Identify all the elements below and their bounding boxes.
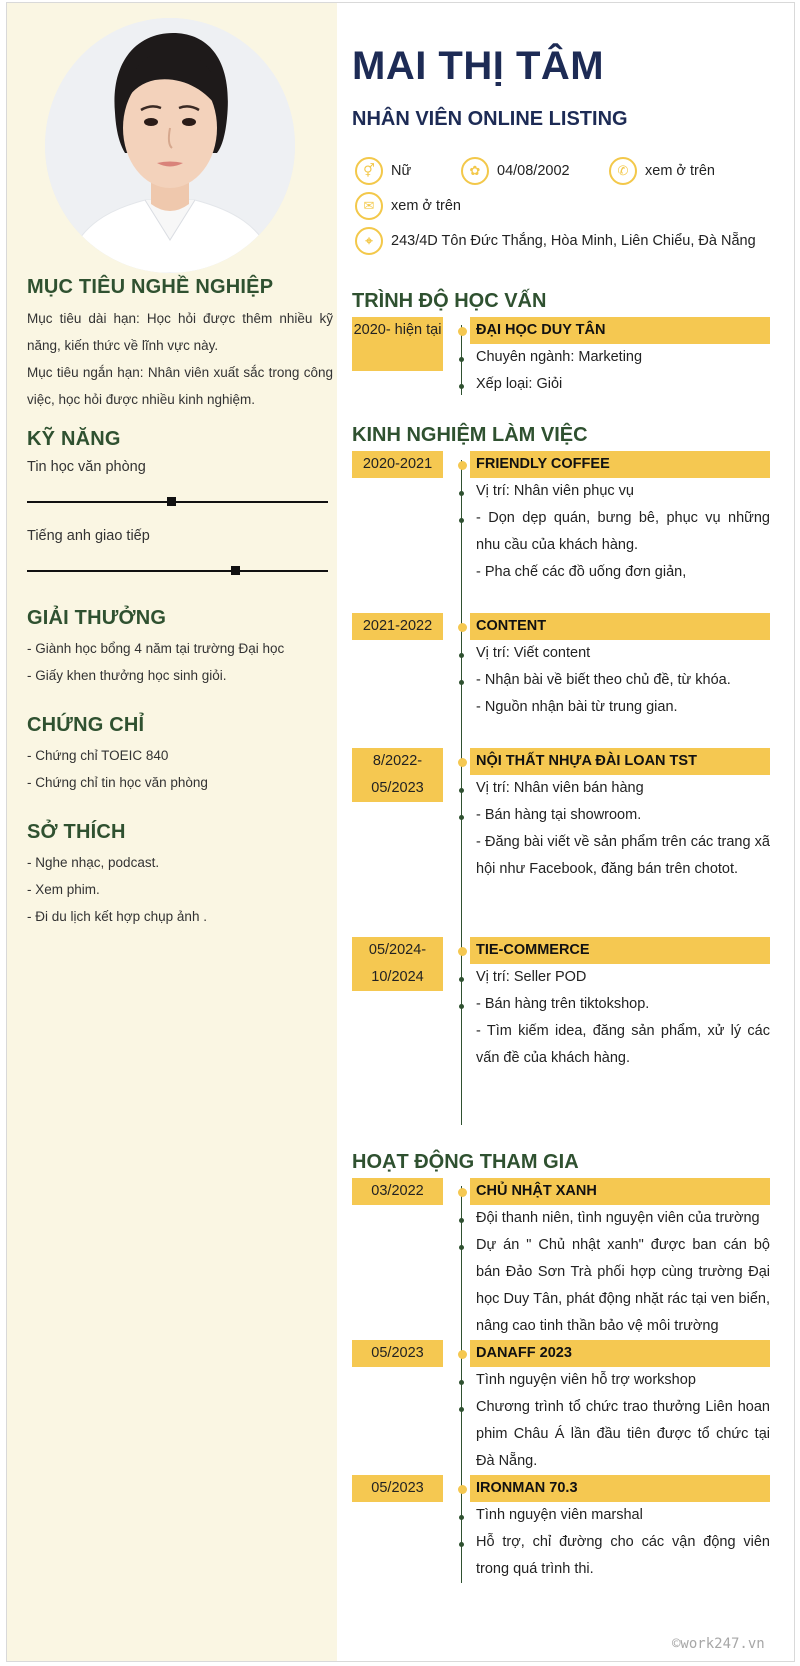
job-company: TIE-COMMERCE <box>470 937 770 964</box>
job-detail: - Bán hàng trên tiktokshop. <box>476 996 650 1012</box>
timeline-dot <box>458 623 467 632</box>
skill-name: Tin học văn phòng <box>27 459 146 475</box>
education-heading: TRÌNH ĐỘ HỌC VẤN <box>352 290 547 312</box>
experience-heading: KINH NGHIỆM LÀM VIỆC <box>352 424 588 446</box>
watermark: ©work247.vn <box>672 1636 765 1652</box>
job-detail: Vị trí: Seller POD <box>476 969 587 985</box>
mail-icon: ✉ <box>355 192 383 220</box>
activity-detail: Dự án " Chủ nhật xanh" được ban cán bộ bán Đảo Sơn Trà phối hợp cùng trường Đại học Duy Tân, phát động nhặt rác tại ven biển, nâng cao tinh thần bảo vệ môi trường <box>476 1237 770 1334</box>
info-phone <box>609 157 715 185</box>
portrait-illustration <box>45 18 295 273</box>
address-value: 243/4D Tôn Đức Thắng, Hòa Minh, Liên Chiểu, Đà Nẵng <box>391 233 756 249</box>
timeline-bullet <box>459 491 464 496</box>
activity-date: 05/2023 <box>352 1475 443 1502</box>
gender-value: Nữ <box>391 163 412 179</box>
objective-long-term: Mục tiêu dài hạn: Học hỏi được thêm nhiều kỹ năng, kiến thức về lĩnh vực này. <box>27 311 333 353</box>
job-title: NHÂN VIÊN ONLINE LISTING <box>352 108 628 130</box>
timeline-dot <box>458 1350 467 1359</box>
job-detail: - Bán hàng tại showroom. <box>476 807 642 823</box>
info-gender <box>355 157 411 185</box>
info-birthday <box>461 157 570 185</box>
timeline-dot <box>458 947 467 956</box>
map-pin-icon: ⌖ <box>355 227 383 255</box>
job-date: 2021-2022 <box>352 613 443 640</box>
timeline-dot <box>458 327 467 336</box>
job-date: 05/2024- 10/2024 <box>352 937 443 991</box>
objective-heading: MỤC TIÊU NGHỀ NGHIỆP <box>27 276 274 298</box>
timeline-bullet <box>459 1004 464 1009</box>
activity-detail: Chương trình tổ chức trao thưởng Liên hoan phim Châu Á lần đầu tiên được tổ chức tại Đà Nẵng. <box>476 1399 770 1469</box>
timeline-bullet <box>459 357 464 362</box>
activity-detail: Tình nguyện viên marshal <box>476 1507 643 1523</box>
skills-heading: KỸ NĂNG <box>27 428 121 450</box>
cake-icon: ✿ <box>461 157 489 185</box>
hobby-item: - Đi du lịch kết hợp chụp ảnh . <box>27 909 207 924</box>
award-item: - Giấy khen thưởng học sinh giỏi. <box>27 668 227 683</box>
skill-level-knob <box>167 497 176 506</box>
activity-detail: Tình nguyện viên hỗ trợ workshop <box>476 1372 696 1388</box>
job-detail: - Dọn dẹp quán, bưng bê, phục vụ những nhu cầu của khách hàng. <box>476 510 770 553</box>
education-date: 2020- hiện tại <box>352 317 443 371</box>
hobby-item: - Nghe nhạc, podcast. <box>27 855 160 870</box>
activity-title: CHỦ NHẬT XANH <box>470 1178 770 1205</box>
certificate-item: - Chứng chỉ TOEIC 840 <box>27 748 169 763</box>
job-company: FRIENDLY COFFEE <box>470 451 770 478</box>
timeline-bullet <box>459 384 464 389</box>
objective-short-term: Mục tiêu ngắn hạn: Nhân viên xuất sắc trong công việc, học hỏi được nhiều kinh nghiệm. <box>27 365 333 407</box>
gender-icon: ⚥ <box>355 157 383 185</box>
job-date: 2020-2021 <box>352 451 443 478</box>
job-detail: - Đăng bài viết về sản phẩm trên các trang xã hội như Facebook, đăng bán trên chotot. <box>476 834 770 877</box>
job-company: NỘI THẤT NHỰA ĐÀI LOAN TST <box>470 748 770 775</box>
awards-heading: GIẢI THƯỞNG <box>27 607 167 629</box>
education-school: ĐẠI HỌC DUY TÂN <box>470 317 770 344</box>
skill-name: Tiếng anh giao tiếp <box>27 528 150 544</box>
info-email <box>355 192 461 220</box>
birthday-value: 04/08/2002 <box>497 163 570 179</box>
job-company: CONTENT <box>470 613 770 640</box>
skill-level-knob <box>231 566 240 575</box>
skill-level-bar <box>27 501 328 503</box>
certificates-heading: CHỨNG CHỈ <box>27 714 145 736</box>
certificate-item: - Chứng chỉ tin học văn phòng <box>27 775 208 790</box>
activity-date: 03/2022 <box>352 1178 443 1205</box>
timeline-bullet <box>459 1407 464 1412</box>
education-major: Chuyên ngành: Marketing <box>476 349 643 365</box>
timeline-bullet <box>459 1515 464 1520</box>
activity-title: DANAFF 2023 <box>470 1340 770 1367</box>
timeline-bullet <box>459 518 464 523</box>
award-item: - Giành học bổng 4 năm tại trường Đại học <box>27 641 285 656</box>
info-address <box>355 227 756 255</box>
timeline-bullet <box>459 815 464 820</box>
education-rank: Xếp loại: Giỏi <box>476 376 563 392</box>
timeline-dot <box>458 758 467 767</box>
activity-detail: Đội thanh niên, tình nguyện viên của trường <box>476 1210 760 1226</box>
profile-photo <box>45 18 295 273</box>
job-detail: Vị trí: Viết content <box>476 645 591 661</box>
timeline-dot <box>458 1485 467 1494</box>
timeline-bullet <box>459 977 464 982</box>
candidate-name: MAI THỊ TÂM <box>352 44 605 88</box>
job-detail: Vị trí: Nhân viên bán hàng <box>476 780 644 796</box>
activity-title: IRONMAN 70.3 <box>470 1475 770 1502</box>
job-detail: - Tìm kiếm idea, đăng sản phẩm, xử lý các vấn đề của khách hàng. <box>476 1023 770 1066</box>
activity-detail: Hỗ trợ, chỉ đường cho các vận động viên trong quá trình thi. <box>476 1534 770 1577</box>
timeline-bullet <box>459 1380 464 1385</box>
job-detail: - Pha chế các đồ uống đơn giản, <box>476 564 687 580</box>
skill-level-bar <box>27 570 328 572</box>
timeline-bullet <box>459 680 464 685</box>
activities-heading: HOẠT ĐỘNG THAM GIA <box>352 1151 579 1173</box>
hobbies-heading: SỞ THÍCH <box>27 821 126 843</box>
timeline-dot <box>458 461 467 470</box>
timeline-bullet <box>459 653 464 658</box>
timeline-bullet <box>459 788 464 793</box>
activity-date: 05/2023 <box>352 1340 443 1367</box>
timeline-bullet <box>459 1542 464 1547</box>
email-value: xem ở trên <box>391 198 461 214</box>
timeline-bullet <box>459 1245 464 1250</box>
job-detail: - Nhận bài về biết theo chủ đề, từ khóa. <box>476 672 731 688</box>
phone-value: xem ở trên <box>645 163 715 179</box>
sidebar <box>7 3 337 1661</box>
timeline-dot <box>458 1188 467 1197</box>
phone-icon: ✆ <box>609 157 637 185</box>
job-date: 8/2022- 05/2023 <box>352 748 443 802</box>
job-detail: - Nguồn nhận bài từ trung gian. <box>476 699 678 715</box>
job-detail: Vị trí: Nhân viên phục vụ <box>476 483 634 499</box>
timeline-bullet <box>459 1218 464 1223</box>
hobby-item: - Xem phim. <box>27 882 100 897</box>
